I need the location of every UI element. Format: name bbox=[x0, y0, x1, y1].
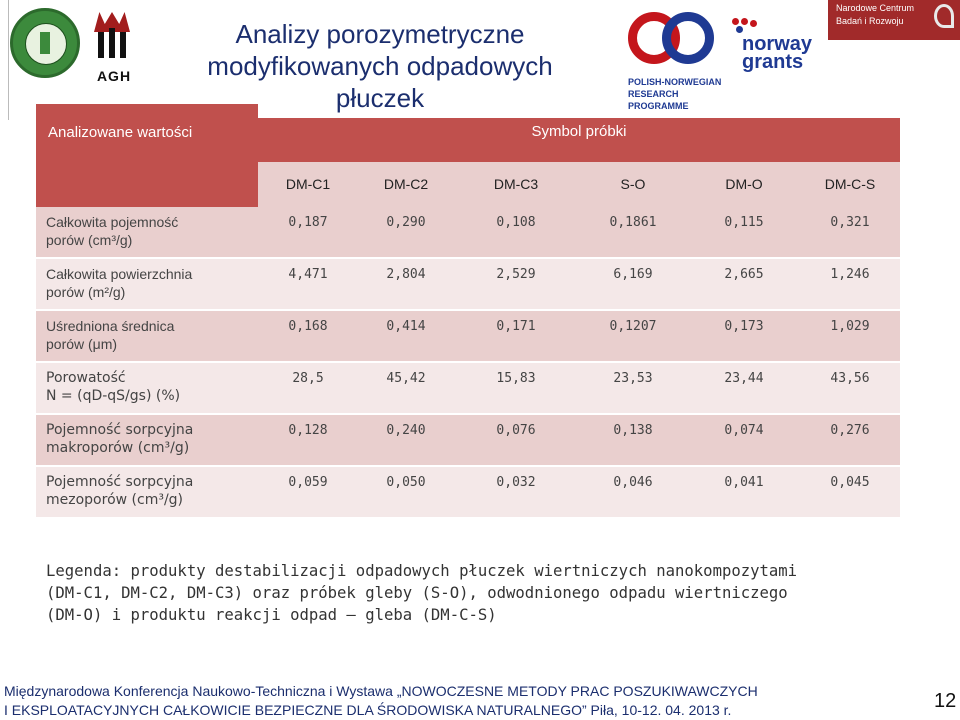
row-label-line: porów (μm) bbox=[46, 336, 118, 352]
table-cell: 15,83 bbox=[496, 371, 536, 386]
table-cell: 0,171 bbox=[496, 319, 536, 334]
legend-text bbox=[46, 560, 926, 626]
table-row bbox=[36, 467, 900, 517]
agh-logo bbox=[92, 12, 132, 84]
table-cell: 4,471 bbox=[288, 267, 328, 282]
row-label bbox=[36, 467, 258, 517]
table-cell: 0,168 bbox=[288, 319, 328, 334]
column-header-s-o: S-O bbox=[620, 176, 646, 192]
table-cell: 0,128 bbox=[288, 423, 328, 438]
table-row bbox=[36, 363, 900, 413]
legend-line: (DM-C1, DM-C2, DM-C3) oraz próbek gleby (S-O), odwodnionego odpadu wiertniczego bbox=[46, 584, 788, 602]
ncbr-text-line-2: Badań i Rozwoju bbox=[836, 16, 904, 26]
row-label-line: makroporów (cm³/g) bbox=[46, 440, 190, 456]
column-header-dm-o: DM-O bbox=[725, 176, 763, 192]
table-row bbox=[36, 311, 900, 361]
table-cell: 0,046 bbox=[613, 475, 653, 490]
table-cell: 0,240 bbox=[386, 423, 426, 438]
table-cell: 0,276 bbox=[830, 423, 870, 438]
column-header-dm-c3: DM-C3 bbox=[493, 176, 539, 192]
table-cell: 28,5 bbox=[292, 371, 324, 386]
table-header-sample-symbol bbox=[258, 118, 900, 162]
row-label-line: N = (qD-qS/gs) (%) bbox=[46, 388, 181, 404]
row-label bbox=[36, 207, 258, 257]
table-cell: 0,076 bbox=[496, 423, 536, 438]
table-cell: 0,290 bbox=[386, 215, 426, 230]
row-label-line: mezoporów (cm³/g) bbox=[46, 492, 184, 508]
column-header-dm-c2: DM-C2 bbox=[383, 176, 429, 192]
table-cell: 0,187 bbox=[288, 215, 328, 230]
table-cell: 0,321 bbox=[830, 215, 870, 230]
university-seal-logo bbox=[10, 8, 80, 78]
table-cell: 43,56 bbox=[830, 371, 870, 386]
column-header-dm-c1: DM-C1 bbox=[285, 176, 331, 192]
ncbr-logo bbox=[828, 0, 960, 40]
header-analyzed-values-label: Analizowane wartości bbox=[48, 124, 193, 141]
row-label bbox=[36, 363, 258, 413]
norway-grants-line-1: norway bbox=[742, 33, 813, 55]
table-cell: 0,041 bbox=[724, 475, 764, 490]
legend-line: Legenda: produkty destabilizacji odpadowych płuczek wiertniczych nanokompozytami bbox=[46, 562, 798, 580]
row-label-line: Pojemność sorpcyjna bbox=[46, 474, 194, 490]
pnr-text-line-1: POLISH-NORWEGIAN bbox=[628, 77, 722, 87]
row-label-line: porów (cm³/g) bbox=[46, 232, 133, 248]
corner-decoration bbox=[0, 0, 9, 120]
row-label bbox=[36, 415, 258, 465]
table-row bbox=[36, 259, 900, 309]
polish-norwegian-research-programme-logo bbox=[626, 10, 722, 120]
ncbr-text-line-1: Narodowe Centrum bbox=[836, 3, 915, 13]
table-cell: 0,059 bbox=[288, 475, 328, 490]
row-label-line: Całkowita pojemność bbox=[46, 214, 179, 230]
row-label-line: porów (m²/g) bbox=[46, 284, 126, 300]
norway-grants-logo bbox=[732, 16, 822, 76]
footer-line: Międzynarodowa Konferencja Naukowo-Techniczna i Wystawa „NOWOCZESNE METODY PRAC POSZUKIWAWCZYCH bbox=[4, 683, 758, 699]
row-label bbox=[36, 311, 258, 361]
table-row bbox=[36, 207, 900, 257]
header-sample-symbol-label: Symbol próbki bbox=[531, 123, 627, 140]
table-cell: 0,1207 bbox=[609, 319, 657, 334]
row-label-line: Całkowita powierzchnia bbox=[46, 266, 193, 282]
legend-line: (DM-O) i produktu reakcji odpad – gleba (DM-C-S) bbox=[46, 606, 497, 624]
table-cell: 23,53 bbox=[613, 371, 653, 386]
table-cell: 2,804 bbox=[386, 267, 426, 282]
row-label-line: Porowatość bbox=[46, 370, 126, 386]
footer-line: I EKSPLOATACYJNYCH CAŁKOWICIE BEZPIECZNE DLA ŚRODOWISKA NATURALNEGO” Piła, 10-12. 04. 2013 r. bbox=[4, 702, 732, 718]
table-cell: 23,44 bbox=[724, 371, 764, 386]
table-cell: 0,138 bbox=[613, 423, 653, 438]
agh-logo-text: AGH bbox=[96, 68, 132, 84]
table-cell: 2,665 bbox=[724, 267, 764, 282]
slide-title: Analizy porozymetryczne modyfikowanych odpadowych płuczek bbox=[207, 19, 553, 113]
table-cell: 2,529 bbox=[496, 267, 536, 282]
table-header-analyzed-values bbox=[36, 104, 258, 207]
table-column-headers bbox=[258, 162, 900, 207]
column-header-dm-c-s: DM-C-S bbox=[824, 176, 876, 192]
table-cell: 6,169 bbox=[613, 267, 653, 282]
table-cell: 0,045 bbox=[830, 475, 870, 490]
table-cell: 1,029 bbox=[830, 319, 870, 334]
table-cell: 0,115 bbox=[724, 215, 764, 230]
table-cell: 0,032 bbox=[496, 475, 536, 490]
table-cell: 0,414 bbox=[386, 319, 426, 334]
page-number: 12 bbox=[934, 690, 957, 712]
table-cell: 0,173 bbox=[724, 319, 764, 334]
table-row bbox=[36, 415, 900, 465]
row-label-line: Pojemność sorpcyjna bbox=[46, 422, 194, 438]
pnr-text-line-3: PROGRAMME bbox=[628, 101, 689, 111]
table-cell: 0,050 bbox=[386, 475, 426, 490]
pnr-text-line-2: RESEARCH bbox=[628, 89, 679, 99]
ncbr-icon bbox=[934, 4, 954, 28]
table-cell: 1,246 bbox=[830, 267, 870, 282]
row-label-line: Uśredniona średnica bbox=[46, 318, 175, 334]
row-label bbox=[36, 259, 258, 309]
table-cell: 0,1861 bbox=[609, 215, 657, 230]
norway-grants-line-2: grants bbox=[742, 51, 804, 73]
table-cell: 0,108 bbox=[496, 215, 536, 230]
table-cell: 0,074 bbox=[724, 423, 764, 438]
conference-footer bbox=[4, 682, 932, 720]
table-cell: 45,42 bbox=[386, 371, 426, 386]
